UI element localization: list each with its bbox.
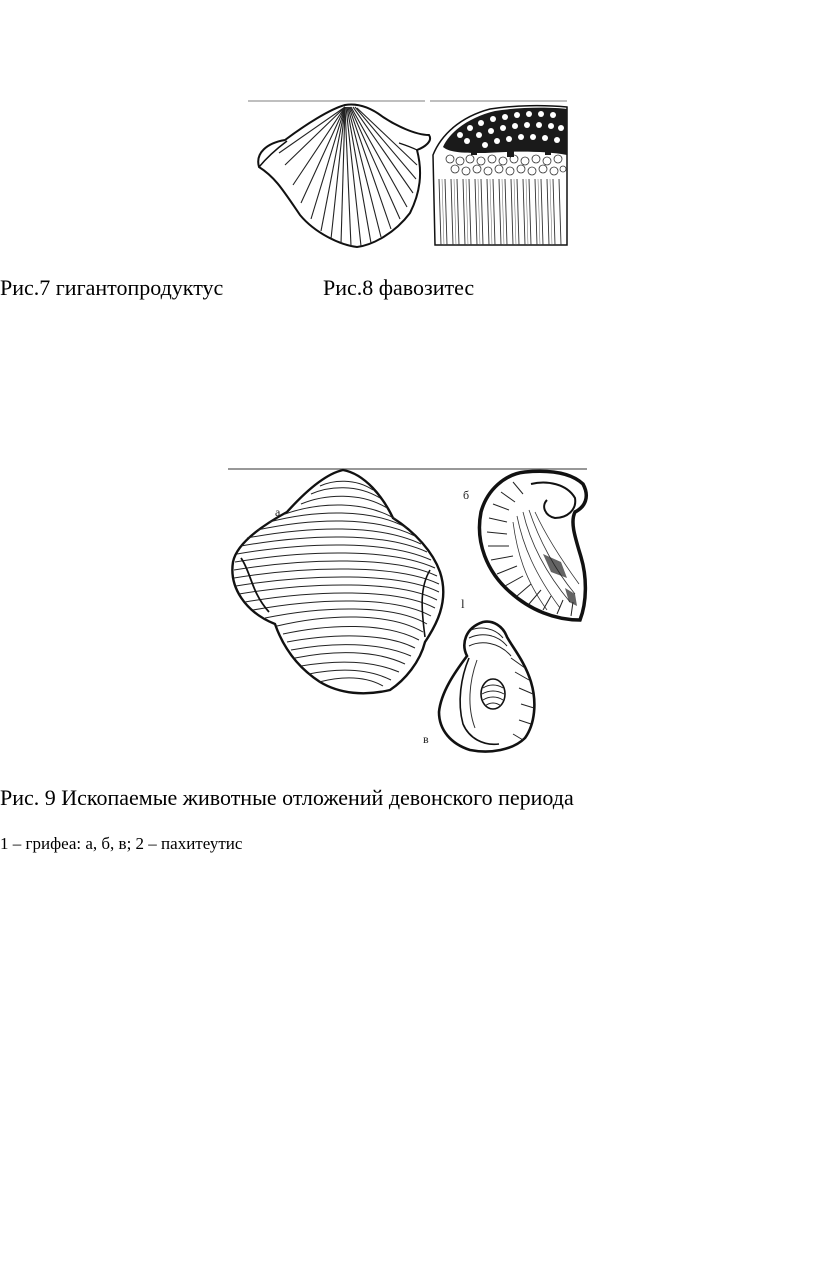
figure-9-illustration [225,462,595,757]
gryphaea-shell-a-drawing [232,470,443,693]
figure-7-8-illustration [245,95,570,250]
muscle-scar-drawing [481,679,505,709]
label-one: l [461,596,465,611]
figure-8-caption: Рис.8 фавозитес [323,275,475,300]
label-a: а [275,505,281,519]
favosites-coral-drawing [433,106,567,245]
gigantoproductus-shell-drawing [258,105,430,248]
figure-9-subcaption: 1 – грифеа: а, б, в; 2 – пахитеутис [0,834,243,853]
figure-9-caption: Рис. 9 Ископаемые животные отложений девонского периода [0,785,574,810]
figure-7-caption: Рис.7 гигантопродуктус [0,275,224,300]
gryphaea-shell-v-drawing [439,622,534,752]
gryphaea-shell-b-drawing [479,471,586,620]
label-b: б [463,488,470,502]
label-v: в [423,732,429,746]
